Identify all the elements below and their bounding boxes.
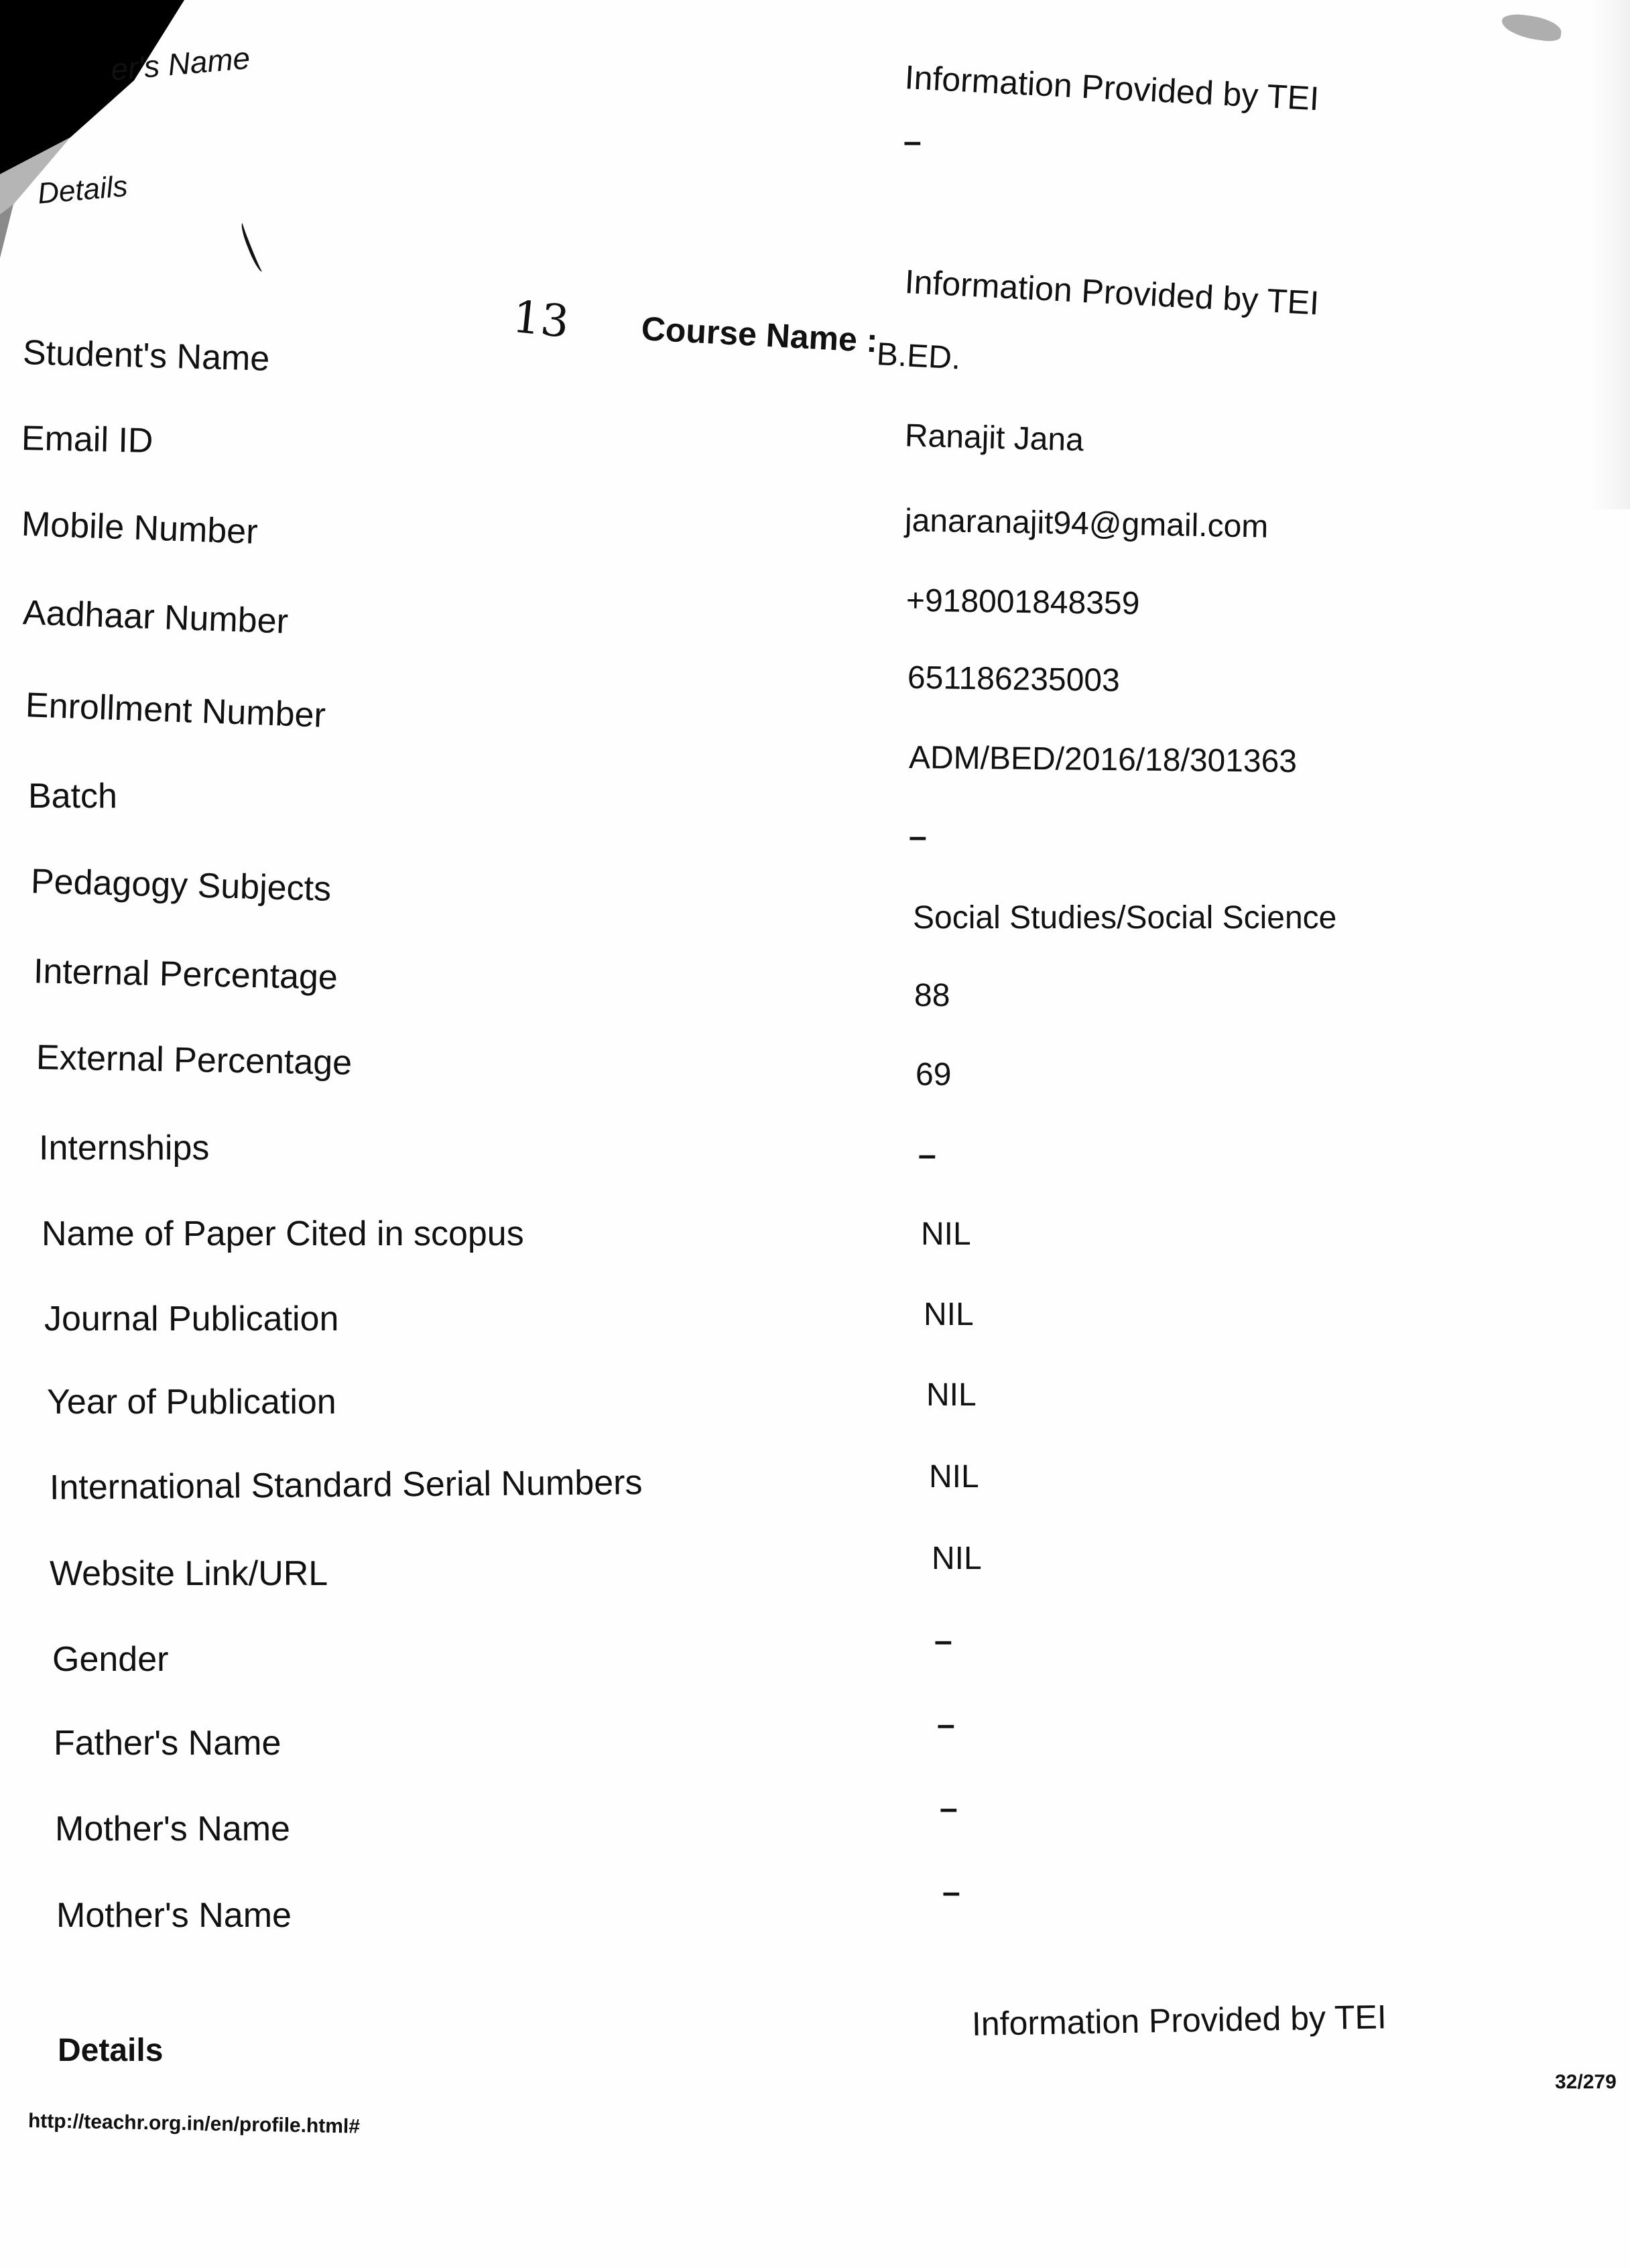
- label-website-link: Website Link/URL: [50, 1554, 328, 1593]
- value-fathers-name: –: [937, 1707, 955, 1743]
- label-issn: International Standard Serial Numbers: [49, 1463, 643, 1507]
- value-journal-publication: NIL: [924, 1297, 974, 1332]
- label-external-percentage: External Percentage: [36, 1037, 353, 1083]
- course-name-value: B.ED.: [875, 336, 962, 377]
- partial-name-label: er's Name: [109, 40, 252, 87]
- value-pedagogy-subjects: Social Studies/Social Science: [913, 900, 1337, 936]
- value-paper-cited-scopus: NIL: [921, 1216, 971, 1252]
- value-students-name: Ranajit Jana: [904, 418, 1084, 458]
- value-mothers-name-2: –: [942, 1875, 960, 1910]
- label-mobile-number: Mobile Number: [21, 504, 259, 552]
- value-issn: NIL: [929, 1459, 979, 1495]
- value-gender: –: [934, 1623, 952, 1659]
- label-aadhaar-number: Aadhaar Number: [22, 593, 289, 641]
- label-internships: Internships: [39, 1129, 210, 1168]
- info-header-1: Information Provided by TEI: [903, 58, 1320, 118]
- footer-info-header: Information Provided by TEI: [971, 1998, 1387, 2043]
- label-fathers-name: Father's Name: [54, 1724, 281, 1763]
- label-batch: Batch: [28, 777, 117, 816]
- label-journal-publication: Journal Publication: [44, 1300, 339, 1338]
- info-header-2: Information Provided by TEI: [903, 263, 1320, 322]
- value-internships: –: [918, 1137, 936, 1173]
- folded-corner: [0, 0, 201, 268]
- value-external-percentage: 69: [916, 1057, 952, 1092]
- label-email-id: Email ID: [21, 418, 154, 461]
- label-mothers-name: Mother's Name: [55, 1810, 290, 1848]
- scan-smudge: [1500, 12, 1563, 43]
- value-year-of-publication: NIL: [926, 1377, 977, 1413]
- value-email-id: janaranajit94@gmail.com: [904, 503, 1269, 545]
- value-website-link: NIL: [932, 1541, 982, 1576]
- course-name-label: Course Name :: [640, 310, 879, 360]
- label-students-name: Student's Name: [22, 333, 271, 379]
- value-enrollment-number: ADM/BED/2016/18/301363: [908, 739, 1298, 780]
- page-edge-shadow: [1590, 0, 1630, 509]
- value-batch: –: [909, 819, 927, 855]
- value-aadhaar-number: 651186235003: [907, 659, 1121, 699]
- footer-details-label: Details: [58, 2033, 164, 2068]
- label-internal-percentage: Internal Percentage: [33, 952, 338, 997]
- partial-details-label: Details: [36, 170, 129, 210]
- label-paper-cited-scopus: Name of Paper Cited in scopus: [42, 1214, 524, 1253]
- footer-url[interactable]: http://teachr.org.in/en/profile.html#: [27, 2110, 361, 2138]
- label-year-of-publication: Year of Publication: [47, 1383, 336, 1422]
- label-pedagogy-subjects: Pedagogy Subjects: [30, 862, 332, 909]
- handwritten-number: 13: [510, 290, 572, 349]
- value-mobile-number: +918001848359: [905, 582, 1140, 622]
- label-gender: Gender: [52, 1640, 169, 1679]
- dash-1: –: [903, 124, 922, 160]
- value-mothers-name: –: [940, 1791, 958, 1826]
- label-enrollment-number: Enrollment Number: [25, 686, 326, 735]
- value-internal-percentage: 88: [914, 978, 950, 1013]
- page-number: 32/279: [1555, 2071, 1617, 2093]
- label-mothers-name-2: Mother's Name: [56, 1896, 292, 1935]
- pen-stroke: [239, 221, 266, 273]
